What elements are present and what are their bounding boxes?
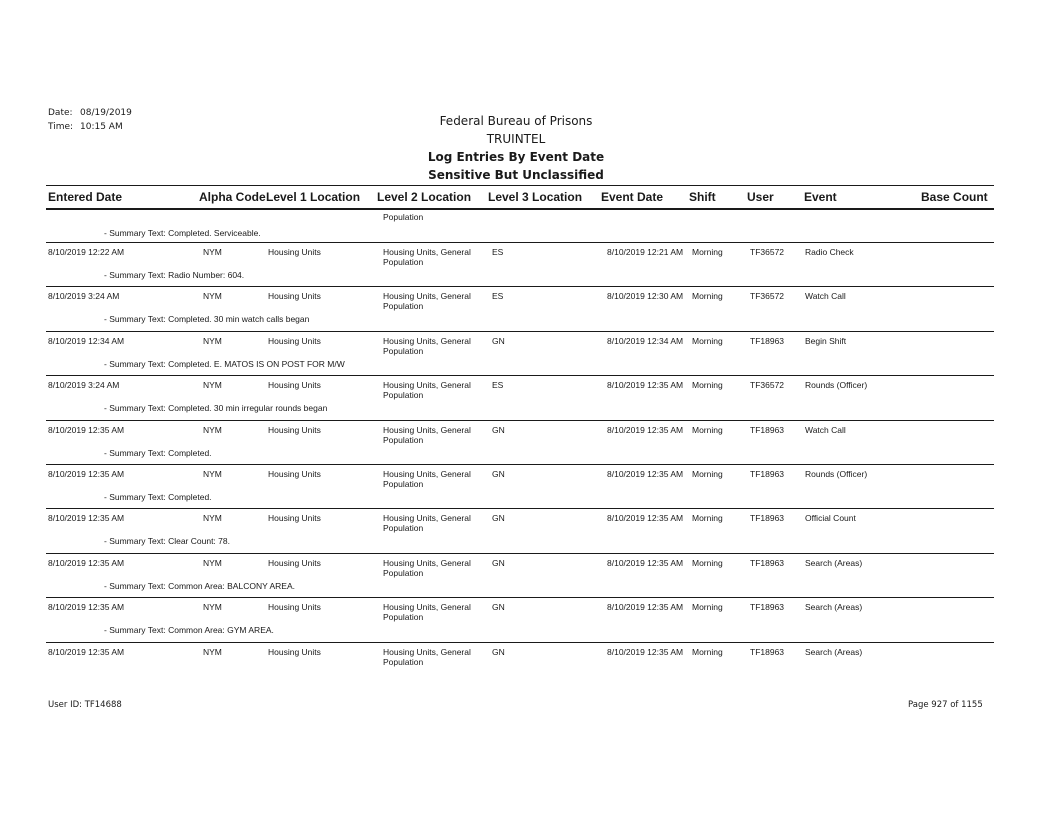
shift-cell: Morning [692,469,723,479]
level1-cell: Housing Units [268,335,321,346]
shift-cell: Morning [692,380,723,391]
event-cell: Radio Check [805,247,854,257]
col-level2: Level 2 Location [377,190,472,204]
header-rule [46,208,994,210]
alpha-code-cell: NYM [203,380,222,391]
row-rule [46,331,994,332]
level2-cell: Housing Units, General Population [383,557,471,578]
entered-date-cell: 8/10/2019 12:34 AM [48,335,125,346]
alpha-code-cell: NYM [203,646,222,657]
user-cell: TF36572 [750,291,785,302]
entered-date-cell: 8/10/2019 12:35 AM [48,513,125,524]
report-title: Log Entries By Event Date [427,150,605,164]
summary-text: - Summary Text: Radio Number: 604. [104,270,245,280]
entered-date-cell: 8/10/2019 12:35 AM [48,602,125,613]
user-cell: TF36572 [750,247,785,257]
alpha-code-cell: NYM [203,291,222,302]
shift-cell: Morning [692,602,723,613]
user-cell: TF36572 [750,380,785,391]
level2-cell: Housing Units, General Population [383,291,471,312]
classification: Sensitive But Unclassified [428,168,604,182]
summary-text: - Summary Text: Completed. [104,447,212,458]
system-title: TRUINTEL [486,132,546,146]
alpha-code-cell: NYM [203,335,222,346]
col-user: User [747,190,774,204]
event-cell: Search (Areas) [805,602,863,613]
user-cell: TF18963 [750,335,785,346]
event-cell: Rounds (Officer) [805,469,868,479]
shift-cell: Morning [692,646,723,657]
time-value: 10:15 AM [80,122,123,132]
date-value: 08/19/2019 [80,108,132,118]
level2-cell: Housing Units, General Population [383,424,471,445]
level3-cell: GN [492,557,505,568]
level3-cell: ES [492,291,504,302]
col-base-count: Base Count [921,190,988,204]
level3-cell: GN [492,335,505,346]
entered-date-cell: 8/10/2019 12:35 AM [48,557,125,568]
level2-cell: Housing Units, General Population [383,469,471,489]
footer-page-number: Page 927 of 1155 [908,700,983,710]
entered-date-cell: 8/10/2019 12:35 AM [48,424,125,435]
row-rule [46,508,994,509]
event-cell: Search (Areas) [805,646,863,657]
entered-date-cell: 8/10/2019 12:35 AM [48,646,125,657]
summary-text: - Summary Text: Completed. 30 min watch calls began [104,314,310,325]
alpha-code-cell: NYM [203,424,222,435]
shift-cell: Morning [692,557,723,568]
event-date-cell: 8/10/2019 12:35 AM [607,469,684,479]
carryover-summary: - Summary Text: Completed. Serviceable. [104,228,261,238]
user-cell: TF18963 [750,469,785,479]
event-date-cell: 8/10/2019 12:35 AM [607,557,684,568]
level1-cell: Housing Units [268,646,321,657]
alpha-code-cell: NYM [203,247,222,257]
summary-text: - Summary Text: Completed. [104,492,212,502]
event-date-cell: 8/10/2019 12:35 AM [607,602,684,613]
alpha-code-cell: NYM [203,602,222,613]
level2-cell: Housing Units, General Population [383,513,471,534]
user-cell: TF18963 [750,602,785,613]
shift-cell: Morning [692,335,723,346]
level1-cell: Housing Units [268,424,321,435]
level1-cell: Housing Units [268,291,321,302]
agency-title: Federal Bureau of Prisons [439,114,593,128]
level3-cell: GN [492,469,505,479]
event-date-cell: 8/10/2019 12:35 AM [607,424,684,435]
summary-text: - Summary Text: Completed. 30 min irregular rounds began [104,403,328,414]
shift-cell: Morning [692,247,723,257]
level3-cell: GN [492,646,505,657]
level3-cell: GN [492,513,505,524]
date-label: Date: [48,108,73,118]
event-date-cell: 8/10/2019 12:35 AM [607,513,684,524]
level1-cell: Housing Units [268,602,321,613]
row-rule [46,642,994,643]
shift-cell: Morning [692,513,723,524]
level3-cell: GN [492,424,505,435]
event-cell: Search (Areas) [805,557,863,568]
user-cell: TF18963 [750,424,785,435]
entered-date-cell: 8/10/2019 12:22 AM [48,247,125,257]
time-label: Time: [48,122,74,132]
entered-date-cell: 8/10/2019 3:24 AM [48,291,120,302]
row-rule [46,464,994,465]
level1-cell: Housing Units [268,513,321,524]
entered-date-cell: 8/10/2019 3:24 AM [48,380,120,391]
row-rule [46,553,994,554]
level1-cell: Housing Units [268,557,321,568]
level2-cell: Housing Units, General Population [383,602,471,623]
footer-user-id: User ID: TF14688 [48,700,122,710]
level1-cell: Housing Units [268,380,321,391]
event-date-cell: 8/10/2019 12:35 AM [607,380,684,391]
user-cell: TF18963 [750,557,785,568]
row-rule [46,597,994,598]
level1-cell: Housing Units [268,247,321,257]
level2-cell: Housing Units, General Population [383,247,471,267]
level2-cell: Housing Units, General Population [383,380,471,401]
user-cell: TF18963 [750,513,785,524]
entered-date-cell: 8/10/2019 12:35 AM [48,469,125,479]
alpha-code-cell: NYM [203,557,222,568]
level3-cell: ES [492,247,504,257]
row-rule [46,420,994,421]
event-cell: Official Count [805,513,856,524]
col-event-date: Event Date [601,190,664,204]
row-rule [46,242,994,243]
shift-cell: Morning [692,291,723,302]
shift-cell: Morning [692,424,723,435]
event-date-cell: 8/10/2019 12:35 AM [607,646,684,657]
event-date-cell: 8/10/2019 12:30 AM [607,291,684,302]
level1-cell: Housing Units [268,469,321,479]
event-cell: Watch Call [805,424,846,435]
row-rule [46,286,994,287]
carryover-level2: Population [383,212,424,222]
col-level3: Level 3 Location [488,190,583,204]
event-date-cell: 8/10/2019 12:34 AM [607,335,684,346]
summary-text: - Summary Text: Completed. E. MATOS IS ON POST FOR M/W [104,358,345,369]
level2-cell: Housing Units, General Population [383,646,471,667]
alpha-code-cell: NYM [203,513,222,524]
col-level1: Level 1 Location [266,190,361,204]
col-event: Event [804,190,837,204]
col-alpha-code: Alpha Code [199,190,266,204]
event-cell: Rounds (Officer) [805,380,868,391]
col-shift: Shift [689,190,716,204]
row-rule [46,375,994,376]
alpha-code-cell: NYM [203,469,222,479]
level2-cell: Housing Units, General Population [383,335,471,356]
level3-cell: GN [492,602,505,613]
level3-cell: ES [492,380,504,391]
event-date-cell: 8/10/2019 12:21 AM [607,247,684,257]
top-rule [46,185,994,186]
col-entered-date: Entered Date [48,190,123,204]
summary-text: - Summary Text: Common Area: GYM AREA. [104,625,274,636]
summary-text: - Summary Text: Clear Count: 78. [104,536,230,547]
event-cell: Watch Call [805,291,846,302]
event-cell: Begin Shift [805,335,847,346]
summary-text: - Summary Text: Common Area: BALCONY AREA. [104,580,296,591]
user-cell: TF18963 [750,646,785,657]
